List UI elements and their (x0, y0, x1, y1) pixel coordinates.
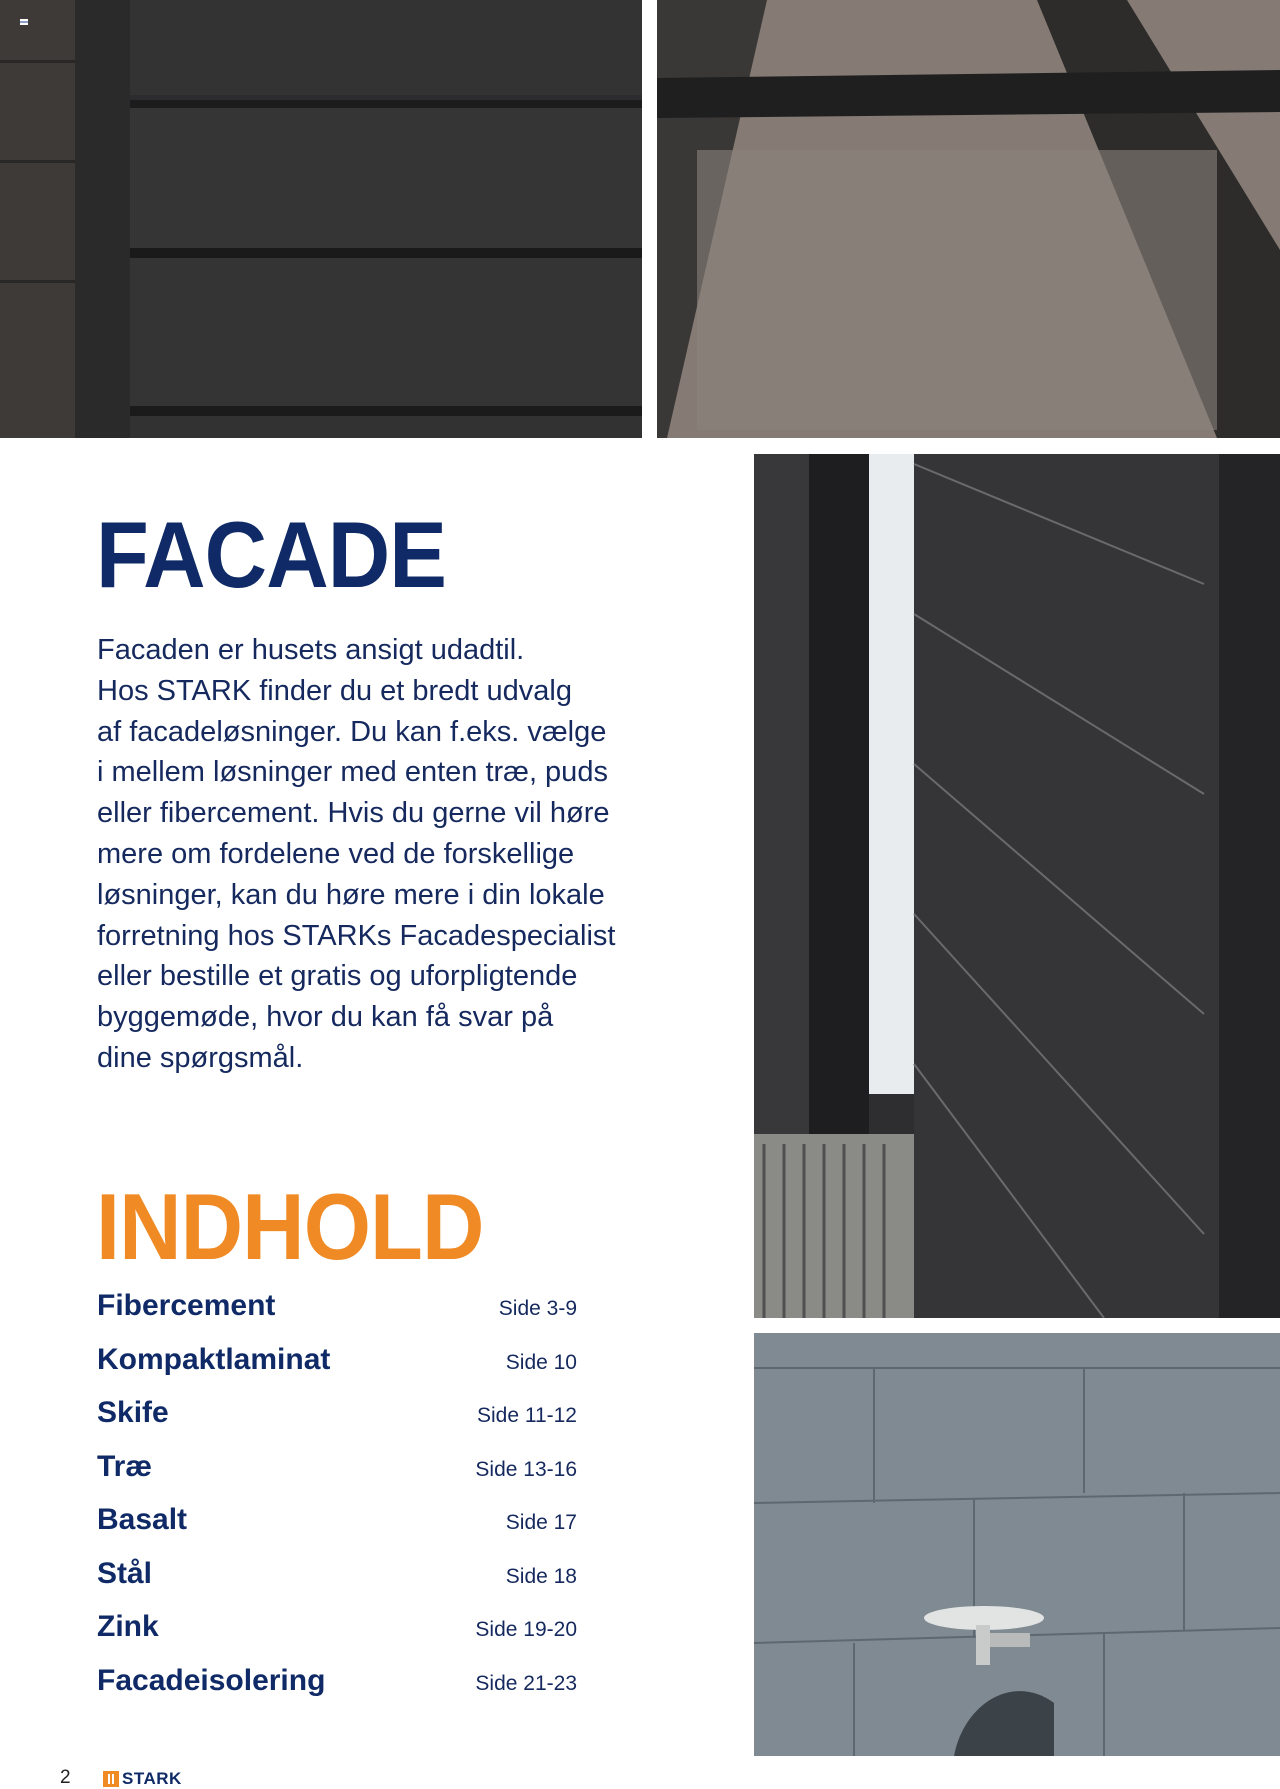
toc-title: INDHOLD (96, 1174, 484, 1279)
toc-item-name: Skife (97, 1396, 169, 1429)
toc-item-page: Side 13-16 (475, 1457, 577, 1481)
toc-item-name: Zink (97, 1610, 159, 1643)
toc-item-page: Side 3-9 (498, 1297, 577, 1320)
page-title: FACADE (96, 502, 447, 607)
photo-slate-facade (754, 1333, 1280, 1756)
toc-item-page: Side 11-12 (476, 1404, 577, 1427)
toc-item[interactable] (97, 1396, 577, 1450)
toc-item-name: Kompaktlaminat (97, 1342, 331, 1376)
toc-item[interactable] (97, 1450, 577, 1504)
photo-dark-wood-cladding (0, 0, 642, 438)
toc-item-page: Side 10 (505, 1350, 577, 1374)
toc-item[interactable] (97, 1610, 577, 1664)
toc-item[interactable] (97, 1343, 577, 1397)
photo-facade-battens (657, 0, 1280, 438)
toc-item-page: Side 21-23 (475, 1671, 577, 1695)
toc-item-name: Stål (97, 1556, 153, 1590)
stark-logo-wordmark: STARK (122, 1769, 182, 1788)
stark-logo (103, 1769, 182, 1789)
toc-item[interactable] (97, 1664, 577, 1718)
toc-item[interactable] (97, 1503, 577, 1557)
toc-item-name: Træ (97, 1449, 153, 1483)
stark-logo-icon (103, 1771, 119, 1787)
photo-fibercement-panels (754, 454, 1280, 1318)
flag-icon (20, 19, 28, 25)
toc-item[interactable] (97, 1289, 577, 1343)
toc-item-page: Side 19-20 (475, 1618, 577, 1641)
toc-item-page: Side 18 (505, 1564, 577, 1588)
toc-item-name: Facadeisolering (97, 1663, 326, 1697)
intro-paragraph: Facaden er husets ansigt udadtil. Hos STARK finder du et bredt udvalg af facadeløsninger. Du kan f.eks. vælge i mellem løsninger med enten træ, puds eller fibercement. Hvis du gerne vil høre mere om fordelene ved de forskellige løsninger, kan du høre mere i din lokale forretning hos STARKs Facadespecialist eller bestille et gratis og uforpligtende byggemøde, hvor du kan få svar på dine spørgsmål. (97, 634, 616, 1074)
toc-item-name: Fibercement (97, 1289, 276, 1322)
toc-item-name: Basalt (97, 1503, 188, 1536)
table-of-contents (97, 1289, 577, 1717)
page-number: 2 (60, 1767, 71, 1788)
toc-item-page: Side 17 (505, 1511, 577, 1534)
toc-item[interactable] (97, 1557, 577, 1611)
